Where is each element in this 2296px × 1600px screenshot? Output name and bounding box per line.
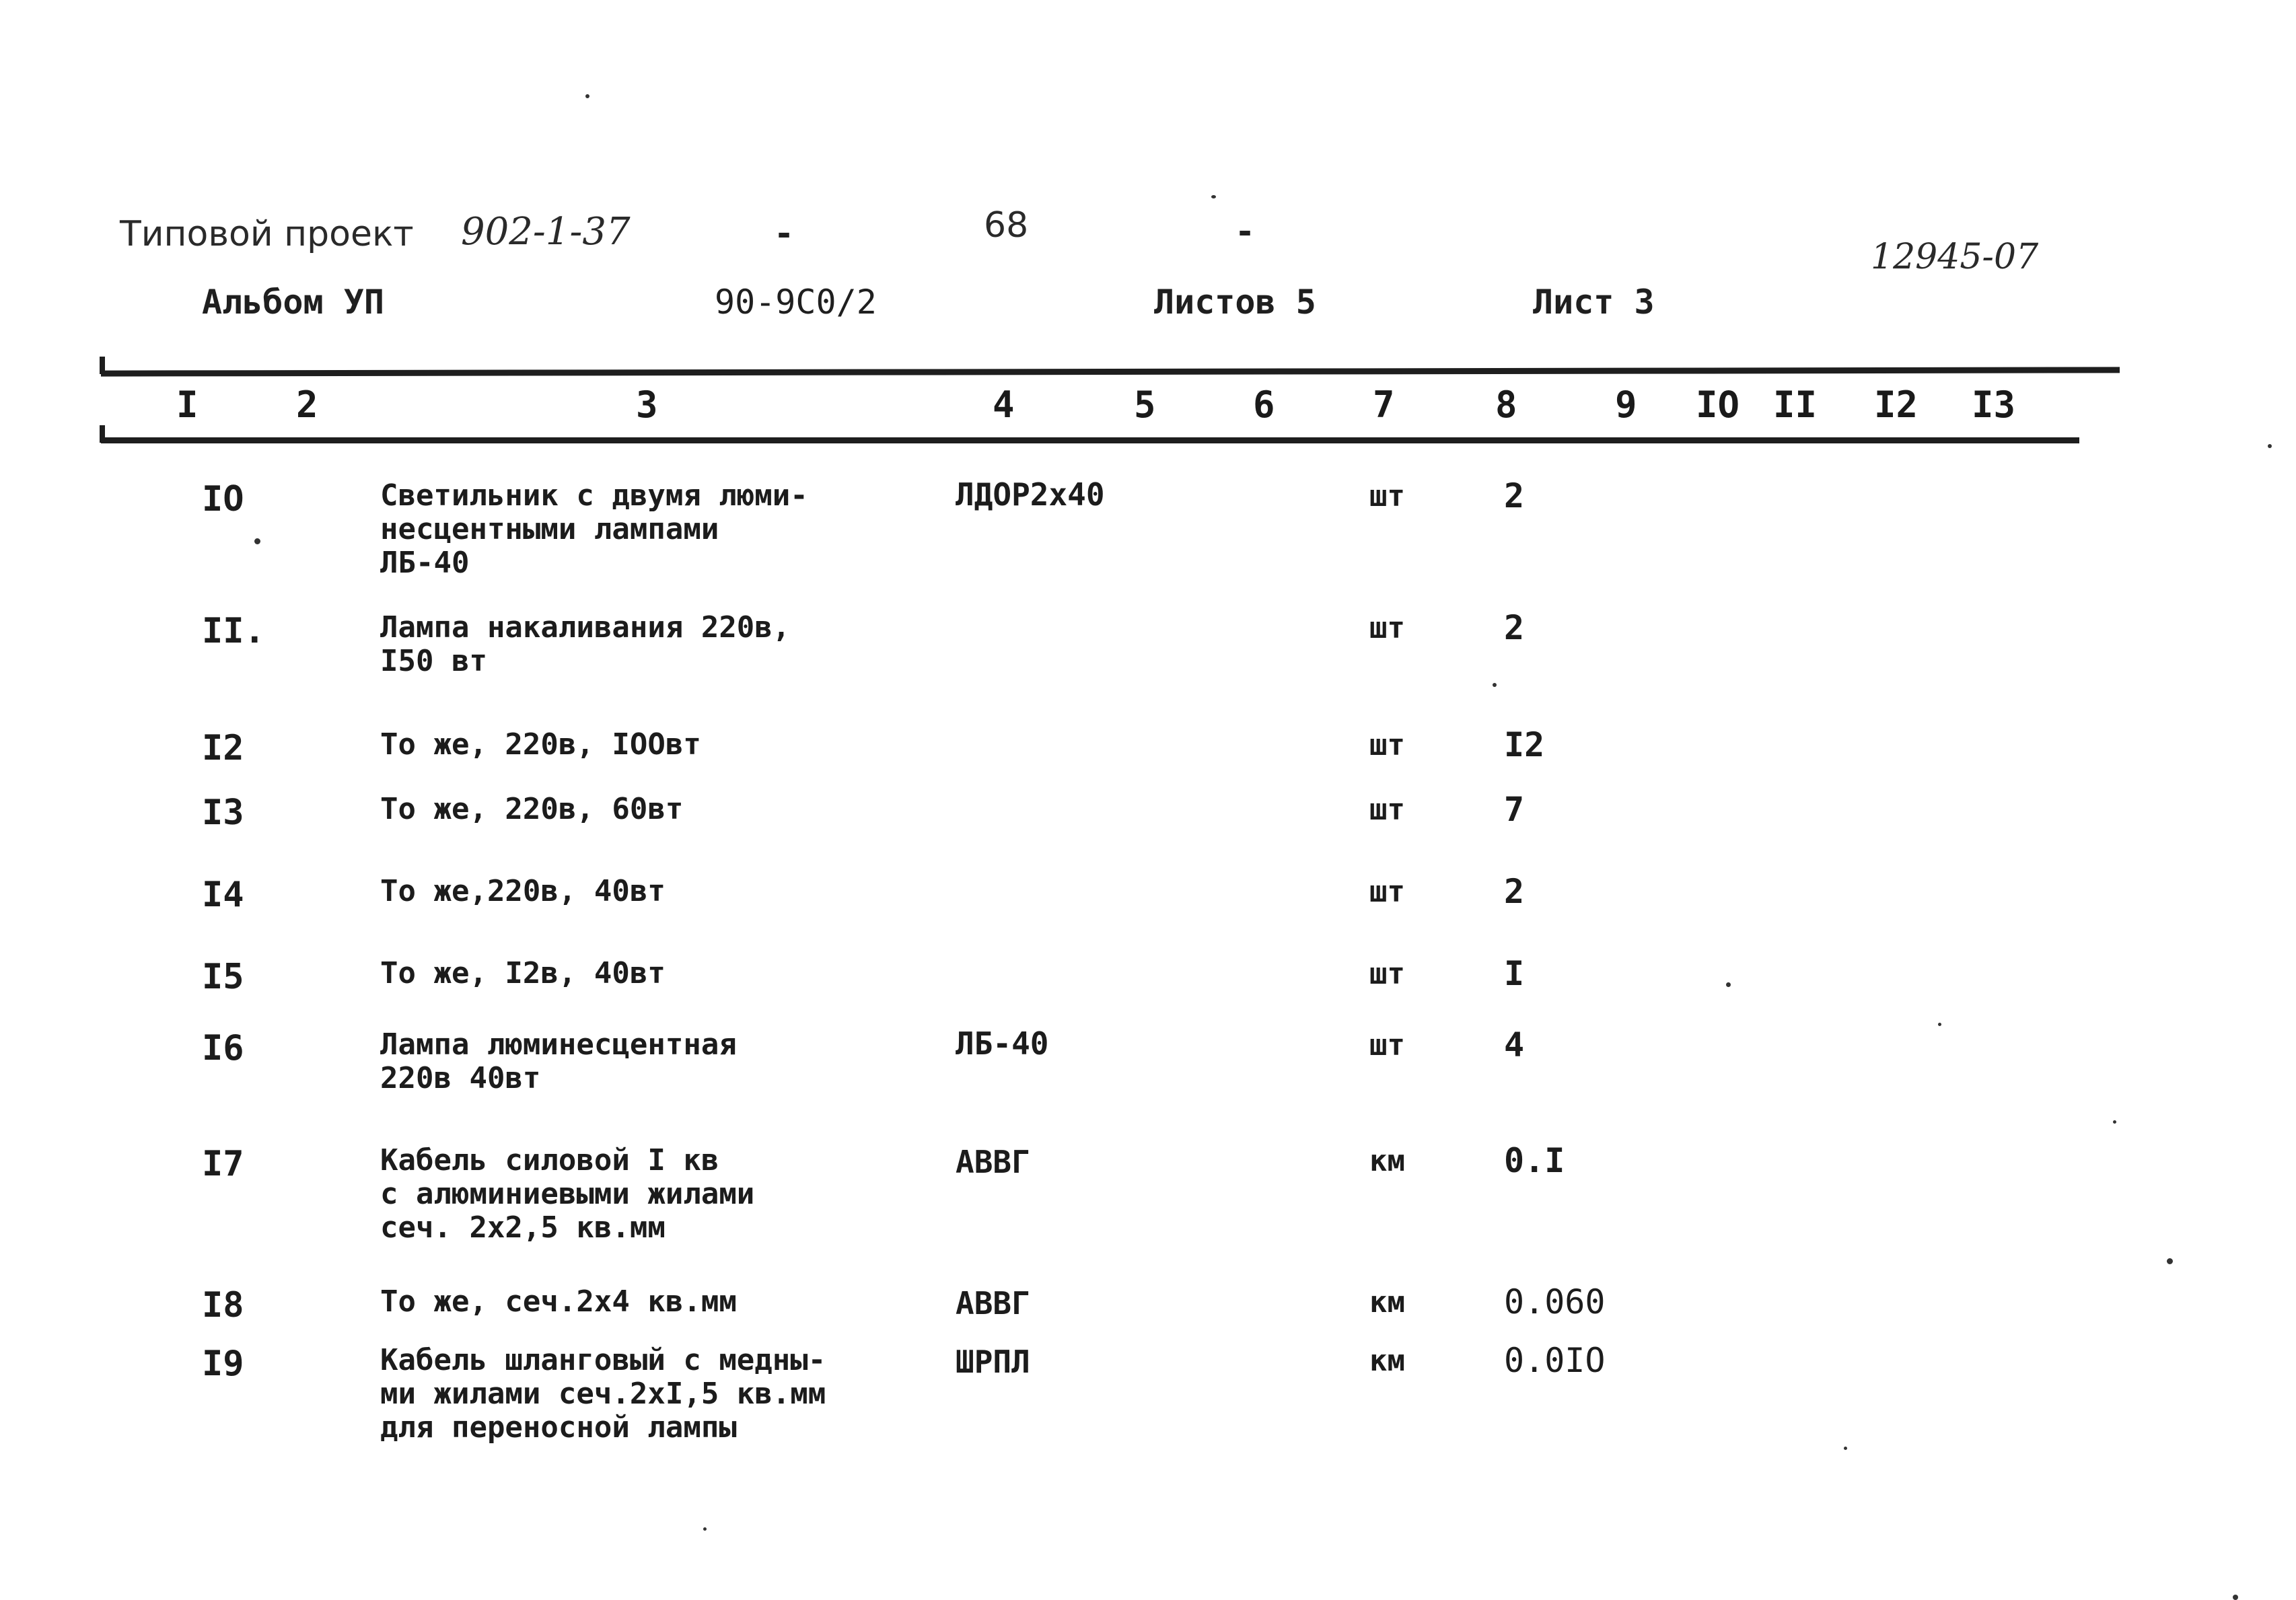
row-number: I7 <box>202 1144 244 1184</box>
doc-code: 12945-07 <box>1871 237 2039 277</box>
column-number: I2 <box>1874 384 1918 426</box>
item-name <box>380 957 666 990</box>
item-unit: км <box>1369 1285 1405 1319</box>
item-name-line: То же, 220в, 60вт <box>380 792 684 826</box>
sheet-number: Лист 3 <box>1533 283 1655 322</box>
column-number: I3 <box>1972 384 2016 426</box>
item-name-line: 220в 40вт <box>380 1061 541 1095</box>
item-quantity: 0.060 <box>1504 1282 1606 1321</box>
scan-speck <box>2113 1120 2116 1124</box>
item-name-line: Лампа люминесцентная <box>380 1027 737 1062</box>
column-number: IO <box>1696 384 1740 426</box>
scan-speck <box>254 538 260 544</box>
project-number: 902-1-37 <box>461 210 631 254</box>
item-quantity: 7 <box>1504 790 1525 829</box>
column-number: 4 <box>993 384 1015 426</box>
item-name <box>380 1344 826 1445</box>
item-name-line: То же, I2в, 40вт <box>380 956 666 990</box>
item-unit: шт <box>1369 479 1405 513</box>
scan-speck <box>2167 1258 2173 1264</box>
item-type: ЛДОР2х40 <box>956 476 1105 513</box>
item-name <box>380 479 808 580</box>
item-name-line: То же, 220в, IOOвт <box>380 727 701 762</box>
item-name-line: несцентными лампами <box>380 512 719 546</box>
item-unit: шт <box>1369 875 1405 909</box>
item-name <box>380 875 666 908</box>
row-number: I2 <box>202 728 244 768</box>
item-name <box>380 1285 737 1319</box>
item-quantity: I2 <box>1504 725 1545 764</box>
item-quantity: 0.I <box>1504 1141 1565 1180</box>
scan-speck <box>703 1527 707 1531</box>
project-label: Типовой проект <box>120 214 414 254</box>
row-number: I5 <box>202 957 244 997</box>
scan-speck <box>2233 1595 2238 1600</box>
item-unit: км <box>1369 1344 1405 1378</box>
item-name <box>380 728 701 762</box>
item-unit: шт <box>1369 728 1405 762</box>
album-label: Альбом УП <box>202 283 384 322</box>
column-number: I <box>176 384 199 426</box>
item-name <box>380 793 683 826</box>
item-type: АВВГ <box>956 1144 1030 1180</box>
item-quantity: I <box>1504 954 1525 993</box>
column-number: 5 <box>1134 384 1156 426</box>
item-name <box>380 611 790 678</box>
row-number: I9 <box>202 1344 244 1384</box>
row-number: II. <box>202 611 265 651</box>
column-number: 8 <box>1495 384 1517 426</box>
scan-speck <box>2268 444 2272 448</box>
item-name <box>380 1028 737 1095</box>
scan-speck <box>585 94 589 98</box>
column-number: 6 <box>1253 384 1275 426</box>
item-quantity: 0.0IO <box>1504 1341 1606 1380</box>
sheets-total: Листов 5 <box>1154 283 1316 322</box>
row-number: IO <box>202 479 244 519</box>
scan-speck <box>1493 683 1497 687</box>
table-header-bottom-rule <box>101 437 2079 443</box>
item-name-line: Светильник с двумя люми- <box>380 478 808 513</box>
item-name-line: сеч. 2х2,5 кв.мм <box>380 1210 666 1245</box>
item-quantity: 4 <box>1504 1025 1525 1064</box>
item-name-line: Лампа накаливания 220в, <box>380 610 791 645</box>
item-unit: шт <box>1369 611 1405 645</box>
scan-speck <box>1211 195 1216 198</box>
column-number: II <box>1773 384 1818 426</box>
column-number: 7 <box>1373 384 1395 426</box>
item-name-line: ми жилами сеч.2хI,5 кв.мм <box>380 1377 826 1411</box>
item-name-line: То же,220в, 40вт <box>380 874 666 908</box>
item-name-line: Кабель шланговый с медны- <box>380 1343 826 1377</box>
item-unit: шт <box>1369 793 1405 827</box>
item-name-line: То же, сеч.2х4 кв.мм <box>380 1284 737 1319</box>
scan-speck <box>1938 1023 1941 1026</box>
table-header-bottom-rule-tick <box>100 425 105 443</box>
item-quantity: 2 <box>1504 476 1525 515</box>
column-number: 2 <box>296 384 318 426</box>
item-name-line: Кабель силовой I кв <box>380 1143 719 1177</box>
column-number: 9 <box>1615 384 1637 426</box>
column-number: 3 <box>636 384 658 426</box>
scan-speck <box>1844 1447 1847 1450</box>
item-name-line: ЛБ-40 <box>380 546 470 580</box>
row-number: I8 <box>202 1285 244 1325</box>
item-name-line: I50 вт <box>380 644 487 678</box>
item-unit: шт <box>1369 1028 1405 1062</box>
series-code: 90-9С0/2 <box>715 283 877 322</box>
item-unit: км <box>1369 1144 1405 1178</box>
table-top-rule-tick <box>100 357 105 374</box>
item-type: ШРПЛ <box>956 1344 1030 1380</box>
scan-speck <box>1726 982 1731 987</box>
page-number: 68 <box>984 205 1029 246</box>
header-dash-1: - <box>774 214 795 253</box>
item-type: АВВГ <box>956 1285 1030 1321</box>
item-quantity: 2 <box>1504 872 1525 911</box>
row-number: I6 <box>202 1028 244 1068</box>
table-top-rule <box>101 367 2120 376</box>
header-dash-2: - <box>1235 212 1256 251</box>
item-name-line: с алюминиевыми жилами <box>380 1177 755 1211</box>
item-name <box>380 1144 754 1245</box>
row-number: I4 <box>202 875 244 915</box>
item-type: ЛБ-40 <box>956 1025 1049 1062</box>
item-unit: шт <box>1369 957 1405 991</box>
row-number: I3 <box>202 793 244 833</box>
item-quantity: 2 <box>1504 608 1525 647</box>
item-name-line: для переносной лампы <box>380 1410 737 1445</box>
